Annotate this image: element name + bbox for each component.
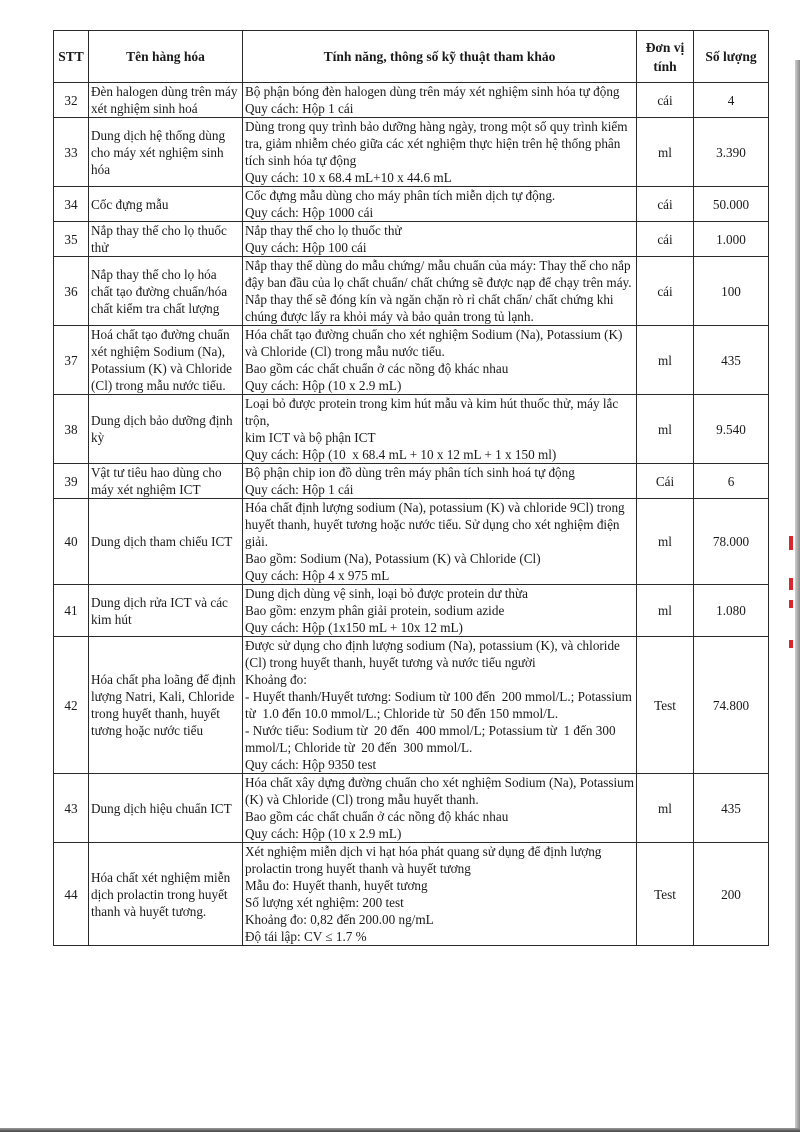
row-stt: 32 (54, 83, 89, 118)
spec-line: Cốc đựng mẫu dùng cho máy phân tích miễn dịch tự động. (245, 188, 556, 203)
table-row (54, 395, 769, 464)
spec-line: Hóa chất tạo đường chuẩn cho xét nghiệm Sodium (Na), Potassium (K) và Chloride (Cl) trong mẫu nước tiểu. (245, 327, 626, 359)
row-item-name: Hóa chất xét nghiệm miễn dịch prolactin trong huyết thanh và huyết tương. (89, 843, 243, 946)
spec-line: Quy cách: Hộp 1 cái (245, 482, 354, 497)
spec-line: Nắp thay thế dùng do mẫu chứng/ mẫu chuẩn của máy: Thay thế cho nắp đậy ban đầu của lọ chất chuẩn/ chất chứng sẽ được nạp để chạy trên máy. Nắp thay thế sẽ đóng kín và ngăn chặn rò rỉ chất chẩn/ chất chứng khi chúng được lấy ra khỏi máy và bảo quản trong tủ lạnh. (245, 258, 635, 324)
red-stamp-mark (789, 600, 793, 608)
spec-line: Xét nghiệm miễn dịch vi hạt hóa phát quang sử dụng để định lượng prolactin trong huyết thanh và huyết tương (245, 844, 605, 876)
row-item-name: Hoá chất tạo đường chuẩn xét nghiệm Sodium (Na), Potassium (K) và Chloride (Cl) trong mẫu nước tiểu. (89, 326, 243, 395)
row-item-name: Hóa chất pha loãng để định lượng Natri, Kali, Chloride trong huyết thanh, huyết tương hoặc nước tiểu (89, 637, 243, 774)
spec-line: Mẫu đo: Huyết thanh, huyết tương (245, 878, 428, 893)
row-quantity: 1.000 (694, 222, 769, 257)
spec-line: - Nước tiểu: Sodium từ 20 đến 400 mmol/L; Potassium từ 1 đến 300 mmol/L; Chloride từ 20 đến 300 mmol/L. (245, 723, 619, 755)
row-stt: 38 (54, 395, 89, 464)
row-unit: ml (637, 585, 694, 637)
table-row (54, 585, 769, 637)
header-item-name: Tên hàng hóa (89, 31, 243, 83)
row-specification (243, 637, 637, 774)
spec-line: Khoảng đo: (245, 672, 307, 687)
row-stt: 34 (54, 187, 89, 222)
row-unit: Cái (637, 464, 694, 499)
row-unit: cái (637, 222, 694, 257)
spec-line: Khoảng đo: 0,82 đến 200.00 ng/mL (245, 912, 434, 927)
spec-line: Bao gồm: Sodium (Na), Potassium (K) và Chloride (Cl) (245, 551, 541, 566)
row-item-name: Nắp thay thế cho lọ hóa chất tạo đường chuẩn/hóa chất kiểm tra chất lượng (89, 257, 243, 326)
row-stt: 37 (54, 326, 89, 395)
specification-table (53, 30, 769, 946)
table-row (54, 499, 769, 585)
row-unit: cái (637, 83, 694, 118)
spec-line: Bộ phận chip ion đồ dùng trên máy phân tích sinh hoá tự động (245, 465, 575, 480)
row-item-name: Vật tư tiêu hao dùng cho máy xét nghiệm ICT (89, 464, 243, 499)
spec-line: Bao gồm các chất chuẩn ở các nồng độ khác nhau (245, 809, 509, 824)
row-quantity: 6 (694, 464, 769, 499)
table-body (54, 83, 769, 946)
row-item-name: Dung dịch rửa ICT và các kim hút (89, 585, 243, 637)
spec-line: Hóa chất định lượng sodium (Na), potassium (K) và chloride 9Cl) trong huyết thanh, huyết tương hoặc nước tiểu. Sử dụng cho xét nghiệm điện giải. (245, 500, 628, 549)
header-specification: Tính năng, thông số kỹ thuật tham khảo (243, 31, 637, 83)
row-specification (243, 326, 637, 395)
row-specification (243, 843, 637, 946)
spec-line: Quy cách: Hộp 100 cái (245, 240, 367, 255)
row-quantity: 74.800 (694, 637, 769, 774)
row-quantity: 435 (694, 774, 769, 843)
row-item-name: Dung dịch tham chiếu ICT (89, 499, 243, 585)
row-stt: 43 (54, 774, 89, 843)
row-specification (243, 83, 637, 118)
scan-page-edge (795, 60, 800, 1132)
table-row (54, 843, 769, 946)
row-specification (243, 464, 637, 499)
header-stt: STT (54, 31, 89, 83)
row-item-name: Cốc đựng mẫu (89, 187, 243, 222)
row-stt: 42 (54, 637, 89, 774)
spec-line: Dùng trong quy trình bảo dưỡng hàng ngày, trong một số quy trình kiểm tra, giảm nhiễm chéo giữa các xét nghiệm thực hiện trên hệ thống phân tích sinh hóa tự động (245, 119, 631, 168)
table-row (54, 637, 769, 774)
spec-line: Hóa chất xây dựng đường chuẩn cho xét nghiệm Sodium (Na), Potassium (K) và Chloride (Cl) trong mẫu huyết thanh. (245, 775, 638, 807)
spec-line: Quy cách: Hộp 1000 cái (245, 205, 374, 220)
spec-line: Bao gồm: enzym phân giải protein, sodium azide (245, 603, 505, 618)
row-unit: ml (637, 395, 694, 464)
row-quantity: 9.540 (694, 395, 769, 464)
spec-line: Quy cách: 10 x 68.4 mL+10 x 44.6 mL (245, 170, 452, 185)
row-unit: Test (637, 843, 694, 946)
spec-line: Quy cách: Hộp 1 cái (245, 101, 354, 116)
row-stt: 35 (54, 222, 89, 257)
row-specification (243, 774, 637, 843)
spec-line: Độ tái lập: CV ≤ 1.7 % (245, 929, 367, 944)
row-unit: ml (637, 118, 694, 187)
row-specification (243, 395, 637, 464)
row-unit: cái (637, 187, 694, 222)
row-quantity: 1.080 (694, 585, 769, 637)
row-quantity: 200 (694, 843, 769, 946)
table-row (54, 118, 769, 187)
row-specification (243, 118, 637, 187)
spec-line: Bao gồm các chất chuẩn ở các nồng độ khác nhau (245, 361, 509, 376)
table-row (54, 83, 769, 118)
row-item-name: Dung dịch hiệu chuẩn ICT (89, 774, 243, 843)
row-specification (243, 499, 637, 585)
scan-bottom-edge (0, 1128, 800, 1132)
spec-line: Nắp thay thế cho lọ thuốc thử (245, 223, 402, 238)
row-quantity: 78.000 (694, 499, 769, 585)
red-stamp-mark (789, 640, 793, 648)
row-specification (243, 585, 637, 637)
red-stamp-mark (789, 578, 793, 590)
row-unit: cái (637, 257, 694, 326)
table-row (54, 326, 769, 395)
row-quantity: 3.390 (694, 118, 769, 187)
row-unit: Test (637, 637, 694, 774)
row-quantity: 4 (694, 83, 769, 118)
header-quantity: Số lượng (694, 31, 769, 83)
row-item-name: Dung dịch bảo dưỡng định kỳ (89, 395, 243, 464)
table-row (54, 774, 769, 843)
row-unit: ml (637, 499, 694, 585)
row-quantity: 435 (694, 326, 769, 395)
spec-line: Quy cách: Hộp (10 x 68.4 mL + 10 x 12 mL + 1 x 150 ml) (245, 447, 557, 462)
row-stt: 36 (54, 257, 89, 326)
spec-line: Bộ phận bóng đèn halogen dùng trên máy xét nghiệm sinh hóa tự động (245, 84, 620, 99)
spec-line: Loại bỏ được protein trong kim hút mẫu và kim hút thuốc thử, máy lắc trộn, (245, 396, 622, 428)
row-unit: ml (637, 326, 694, 395)
table-header-row (54, 31, 769, 83)
table-row (54, 187, 769, 222)
row-stt: 44 (54, 843, 89, 946)
spec-line: Quy cách: Hộp (1x150 mL + 10x 12 mL) (245, 620, 463, 635)
row-specification (243, 187, 637, 222)
row-stt: 39 (54, 464, 89, 499)
spec-line: - Huyết thanh/Huyết tương: Sodium từ 100 đến 200 mmol/L.; Potassium từ 1.0 đến 10.0 mmol/L.; Chloride từ 50 đến 150 mmol/L. (245, 689, 636, 721)
header-unit: Đơn vị tính (637, 31, 694, 83)
spec-line: Quy cách: Hộp 4 x 975 mL (245, 568, 390, 583)
spec-line: Dung dịch dùng vệ sinh, loại bỏ được protein dư thừa (245, 586, 528, 601)
row-item-name: Đèn halogen dùng trên máy xét nghiệm sinh hoá (89, 83, 243, 118)
spec-line: Quy cách: Hộp (10 x 2.9 mL) (245, 378, 402, 393)
row-specification (243, 222, 637, 257)
row-quantity: 50.000 (694, 187, 769, 222)
row-stt: 40 (54, 499, 89, 585)
row-stt: 41 (54, 585, 89, 637)
row-stt: 33 (54, 118, 89, 187)
row-unit: ml (637, 774, 694, 843)
red-stamp-mark (789, 536, 793, 550)
spec-line: kim ICT và bộ phận ICT (245, 430, 376, 445)
spec-line: Quy cách: Hộp 9350 test (245, 757, 377, 772)
row-specification (243, 257, 637, 326)
spec-line: Quy cách: Hộp (10 x 2.9 mL) (245, 826, 402, 841)
spec-line: Được sử dụng cho định lượng sodium (Na), potassium (K), và chloride (Cl) trong huyết thanh, huyết tương và nước tiểu người (245, 638, 624, 670)
row-item-name: Dung dịch hệ thống dùng cho máy xét nghiệm sinh hóa (89, 118, 243, 187)
table-row (54, 257, 769, 326)
table-row (54, 222, 769, 257)
row-item-name: Nắp thay thế cho lọ thuốc thử (89, 222, 243, 257)
row-quantity: 100 (694, 257, 769, 326)
spec-line: Số lượng xét nghiệm: 200 test (245, 895, 404, 910)
table-row (54, 464, 769, 499)
